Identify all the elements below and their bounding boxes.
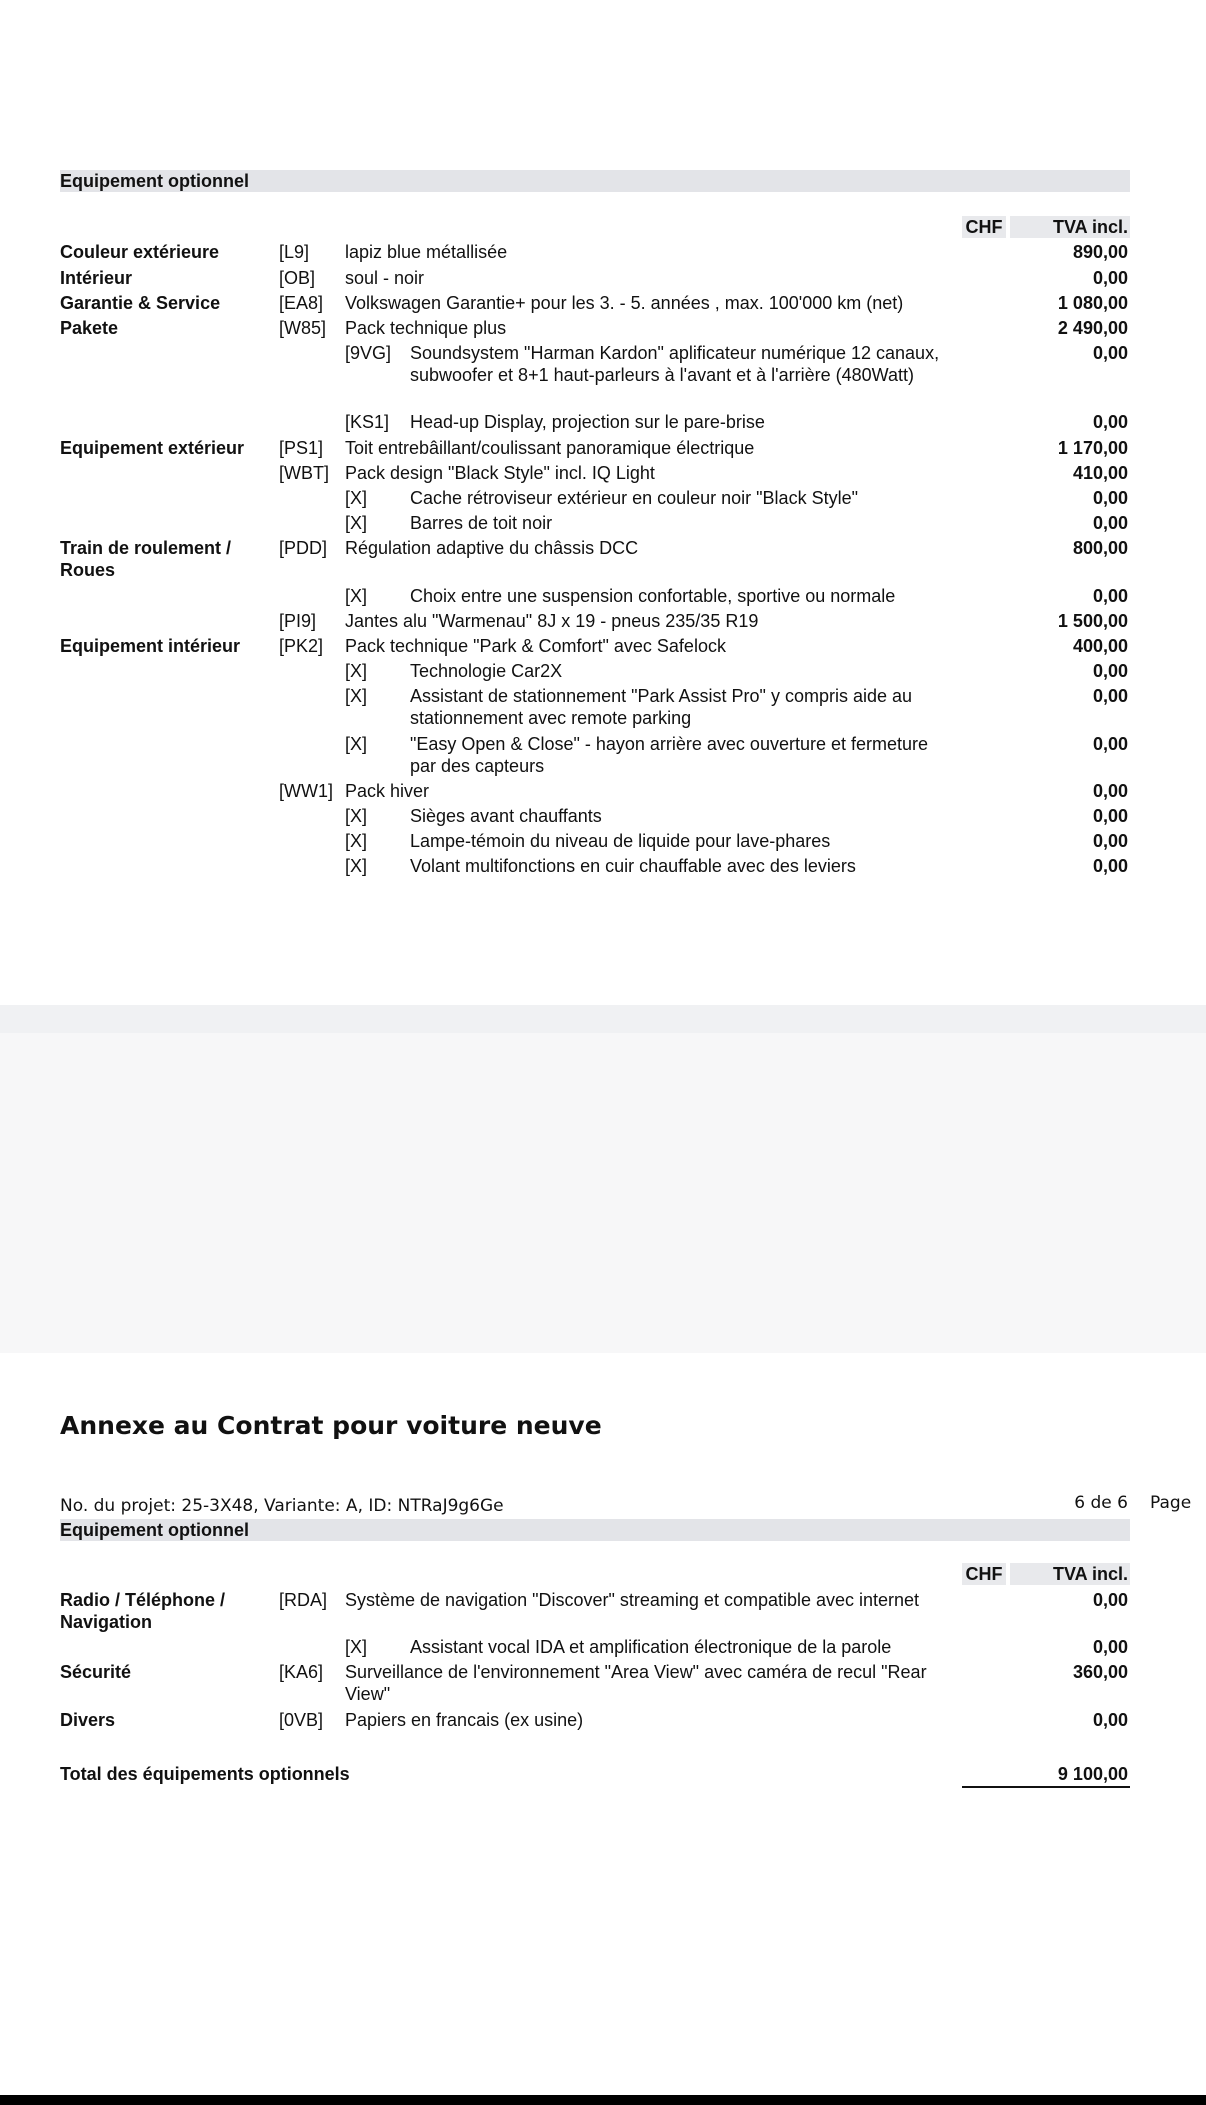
page-separator	[0, 1005, 1206, 1033]
total-underline	[962, 1786, 1130, 1788]
option-code: [9VG]	[345, 343, 392, 363]
option-price: 1 500,00	[1057, 611, 1128, 631]
column-tva: TVA incl.	[1010, 216, 1130, 238]
option-price: 400,00	[1072, 636, 1128, 656]
project-reference: No. du projet: 25-3X48, Variante: A, ID: NTRaJ9g6Ge	[60, 1496, 504, 1516]
page-margin-area	[0, 1033, 1206, 1353]
option-code: [X]	[345, 513, 368, 533]
category-label: Intérieur	[60, 268, 133, 288]
option-description: "Easy Open & Close" - hayon arrière avec ouverture et fermeture par des capteurs	[410, 734, 929, 776]
option-code: [PS1]	[279, 438, 324, 458]
page-number: 6 de 6	[1074, 1493, 1128, 1513]
option-price: 0,00	[1092, 734, 1128, 754]
option-price: 0,00	[1092, 1590, 1128, 1610]
option-price: 2 490,00	[1057, 318, 1128, 338]
category-label: Equipement extérieur	[60, 438, 245, 458]
option-price: 0,00	[1092, 343, 1128, 363]
column-chf: CHF	[962, 216, 1006, 238]
option-code: [KS1]	[345, 412, 390, 432]
option-price: 360,00	[1072, 1662, 1128, 1682]
option-price: 0,00	[1092, 686, 1128, 706]
option-description: Soundsystem "Harman Kardon" aplificateur numérique 12 canaux, subwoofer et 8+1 haut-parleurs à l'avant et à l'arrière (480Watt)	[410, 343, 940, 385]
total-value: 9 100,00	[1057, 1764, 1128, 1784]
option-description: Pack technique plus	[345, 318, 507, 338]
option-price: 0,00	[1092, 806, 1128, 826]
option-price: 1 080,00	[1057, 293, 1128, 313]
category-label: Garantie & Service	[60, 293, 221, 313]
option-price: 0,00	[1092, 831, 1128, 851]
option-description: Volkswagen Garantie+ pour les 3. - 5. années , max. 100'000 km (net)	[345, 293, 904, 313]
document-title: Annexe au Contrat pour voiture neuve	[60, 1411, 602, 1440]
option-description: Papiers en francais (ex usine)	[345, 1710, 584, 1730]
option-description: Head-up Display, projection sur le pare-brise	[410, 412, 765, 432]
category-label: Train de roulement / Roues	[60, 538, 232, 580]
bottom-bar	[0, 2095, 1206, 2105]
option-price: 0,00	[1092, 488, 1128, 508]
option-description: Régulation adaptive du châssis DCC	[345, 538, 639, 558]
option-description: Pack technique "Park & Comfort" avec Safelock	[345, 636, 726, 656]
option-code: [WBT]	[279, 463, 329, 483]
option-code: [PK2]	[279, 636, 324, 656]
category-label: Pakete	[60, 318, 119, 338]
option-description: Volant multifonctions en cuir chauffable avec des leviers	[410, 856, 856, 876]
option-description: Toit entrebâillant/coulissant panoramique électrique	[345, 438, 755, 458]
option-code: [W85]	[279, 318, 327, 338]
category-label: Divers	[60, 1710, 116, 1730]
option-code: [X]	[345, 856, 368, 876]
category-label: Radio / Téléphone / Navigation	[60, 1590, 226, 1632]
option-price: 0,00	[1092, 661, 1128, 681]
option-code: [X]	[345, 488, 368, 508]
option-code: [X]	[345, 831, 368, 851]
option-description: Pack design "Black Style" incl. IQ Light	[345, 463, 655, 483]
option-price: 0,00	[1092, 781, 1128, 801]
option-code: [0VB]	[279, 1710, 324, 1730]
page-label: Page	[1150, 1493, 1192, 1513]
category-label: Equipement intérieur	[60, 636, 241, 656]
option-price: 0,00	[1092, 1710, 1128, 1730]
option-code: [X]	[345, 1637, 368, 1657]
option-description: Lampe-témoin du niveau de liquide pour lave-phares	[410, 831, 831, 851]
total-label: Total des équipements optionnels	[60, 1764, 350, 1784]
option-price: 0,00	[1092, 513, 1128, 533]
option-price: 0,00	[1092, 586, 1128, 606]
option-price: 0,00	[1092, 1637, 1128, 1657]
option-code: [PDD]	[279, 538, 328, 558]
option-description: Technologie Car2X	[410, 661, 563, 681]
option-price: 800,00	[1072, 538, 1128, 558]
option-description: Surveillance de l'environnement "Area View" avec caméra de recul "Rear View"	[345, 1662, 927, 1704]
option-code: [WW1]	[279, 781, 333, 801]
option-price: 0,00	[1092, 856, 1128, 876]
option-code: [L9]	[279, 242, 310, 262]
option-description: lapiz blue métallisée	[345, 242, 508, 262]
option-description: soul - noir	[345, 268, 425, 288]
option-price: 890,00	[1072, 242, 1128, 262]
option-price: 1 170,00	[1057, 438, 1128, 458]
option-code: [OB]	[279, 268, 316, 288]
category-label: Couleur extérieure	[60, 242, 220, 262]
option-code: [X]	[345, 734, 368, 754]
option-description: Assistant vocal IDA et amplification électronique de la parole	[410, 1637, 892, 1657]
section-title: Equipement optionnel	[60, 171, 249, 191]
option-description: Système de navigation "Discover" streaming et compatible avec internet	[345, 1590, 920, 1610]
option-description: Cache rétroviseur extérieur en couleur noir "Black Style"	[410, 488, 858, 508]
option-code: [EA8]	[279, 293, 324, 313]
option-price: 410,00	[1072, 463, 1128, 483]
option-code: [X]	[345, 586, 368, 606]
option-description: Jantes alu "Warmenau" 8J x 19 - pneus 235/35 R19	[345, 611, 759, 631]
option-description: Barres de toit noir	[410, 513, 553, 533]
option-code: [X]	[345, 661, 368, 681]
option-price: 0,00	[1092, 268, 1128, 288]
option-description: Assistant de stationnement "Park Assist Pro" y compris aide au stationnement avec remote parking	[410, 686, 913, 728]
category-label: Sécurité	[60, 1662, 132, 1682]
option-code: [RDA]	[279, 1590, 328, 1610]
option-code: [PI9]	[279, 611, 317, 631]
column-chf: CHF	[962, 1563, 1006, 1585]
option-price: 0,00	[1092, 412, 1128, 432]
option-description: Sièges avant chauffants	[410, 806, 602, 826]
column-tva: TVA incl.	[1010, 1563, 1130, 1585]
section-title: Equipement optionnel	[60, 1520, 249, 1540]
option-code: [X]	[345, 686, 368, 706]
option-description: Choix entre une suspension confortable, sportive ou normale	[410, 586, 896, 606]
option-code: [KA6]	[279, 1662, 324, 1682]
option-code: [X]	[345, 806, 368, 826]
option-description: Pack hiver	[345, 781, 430, 801]
